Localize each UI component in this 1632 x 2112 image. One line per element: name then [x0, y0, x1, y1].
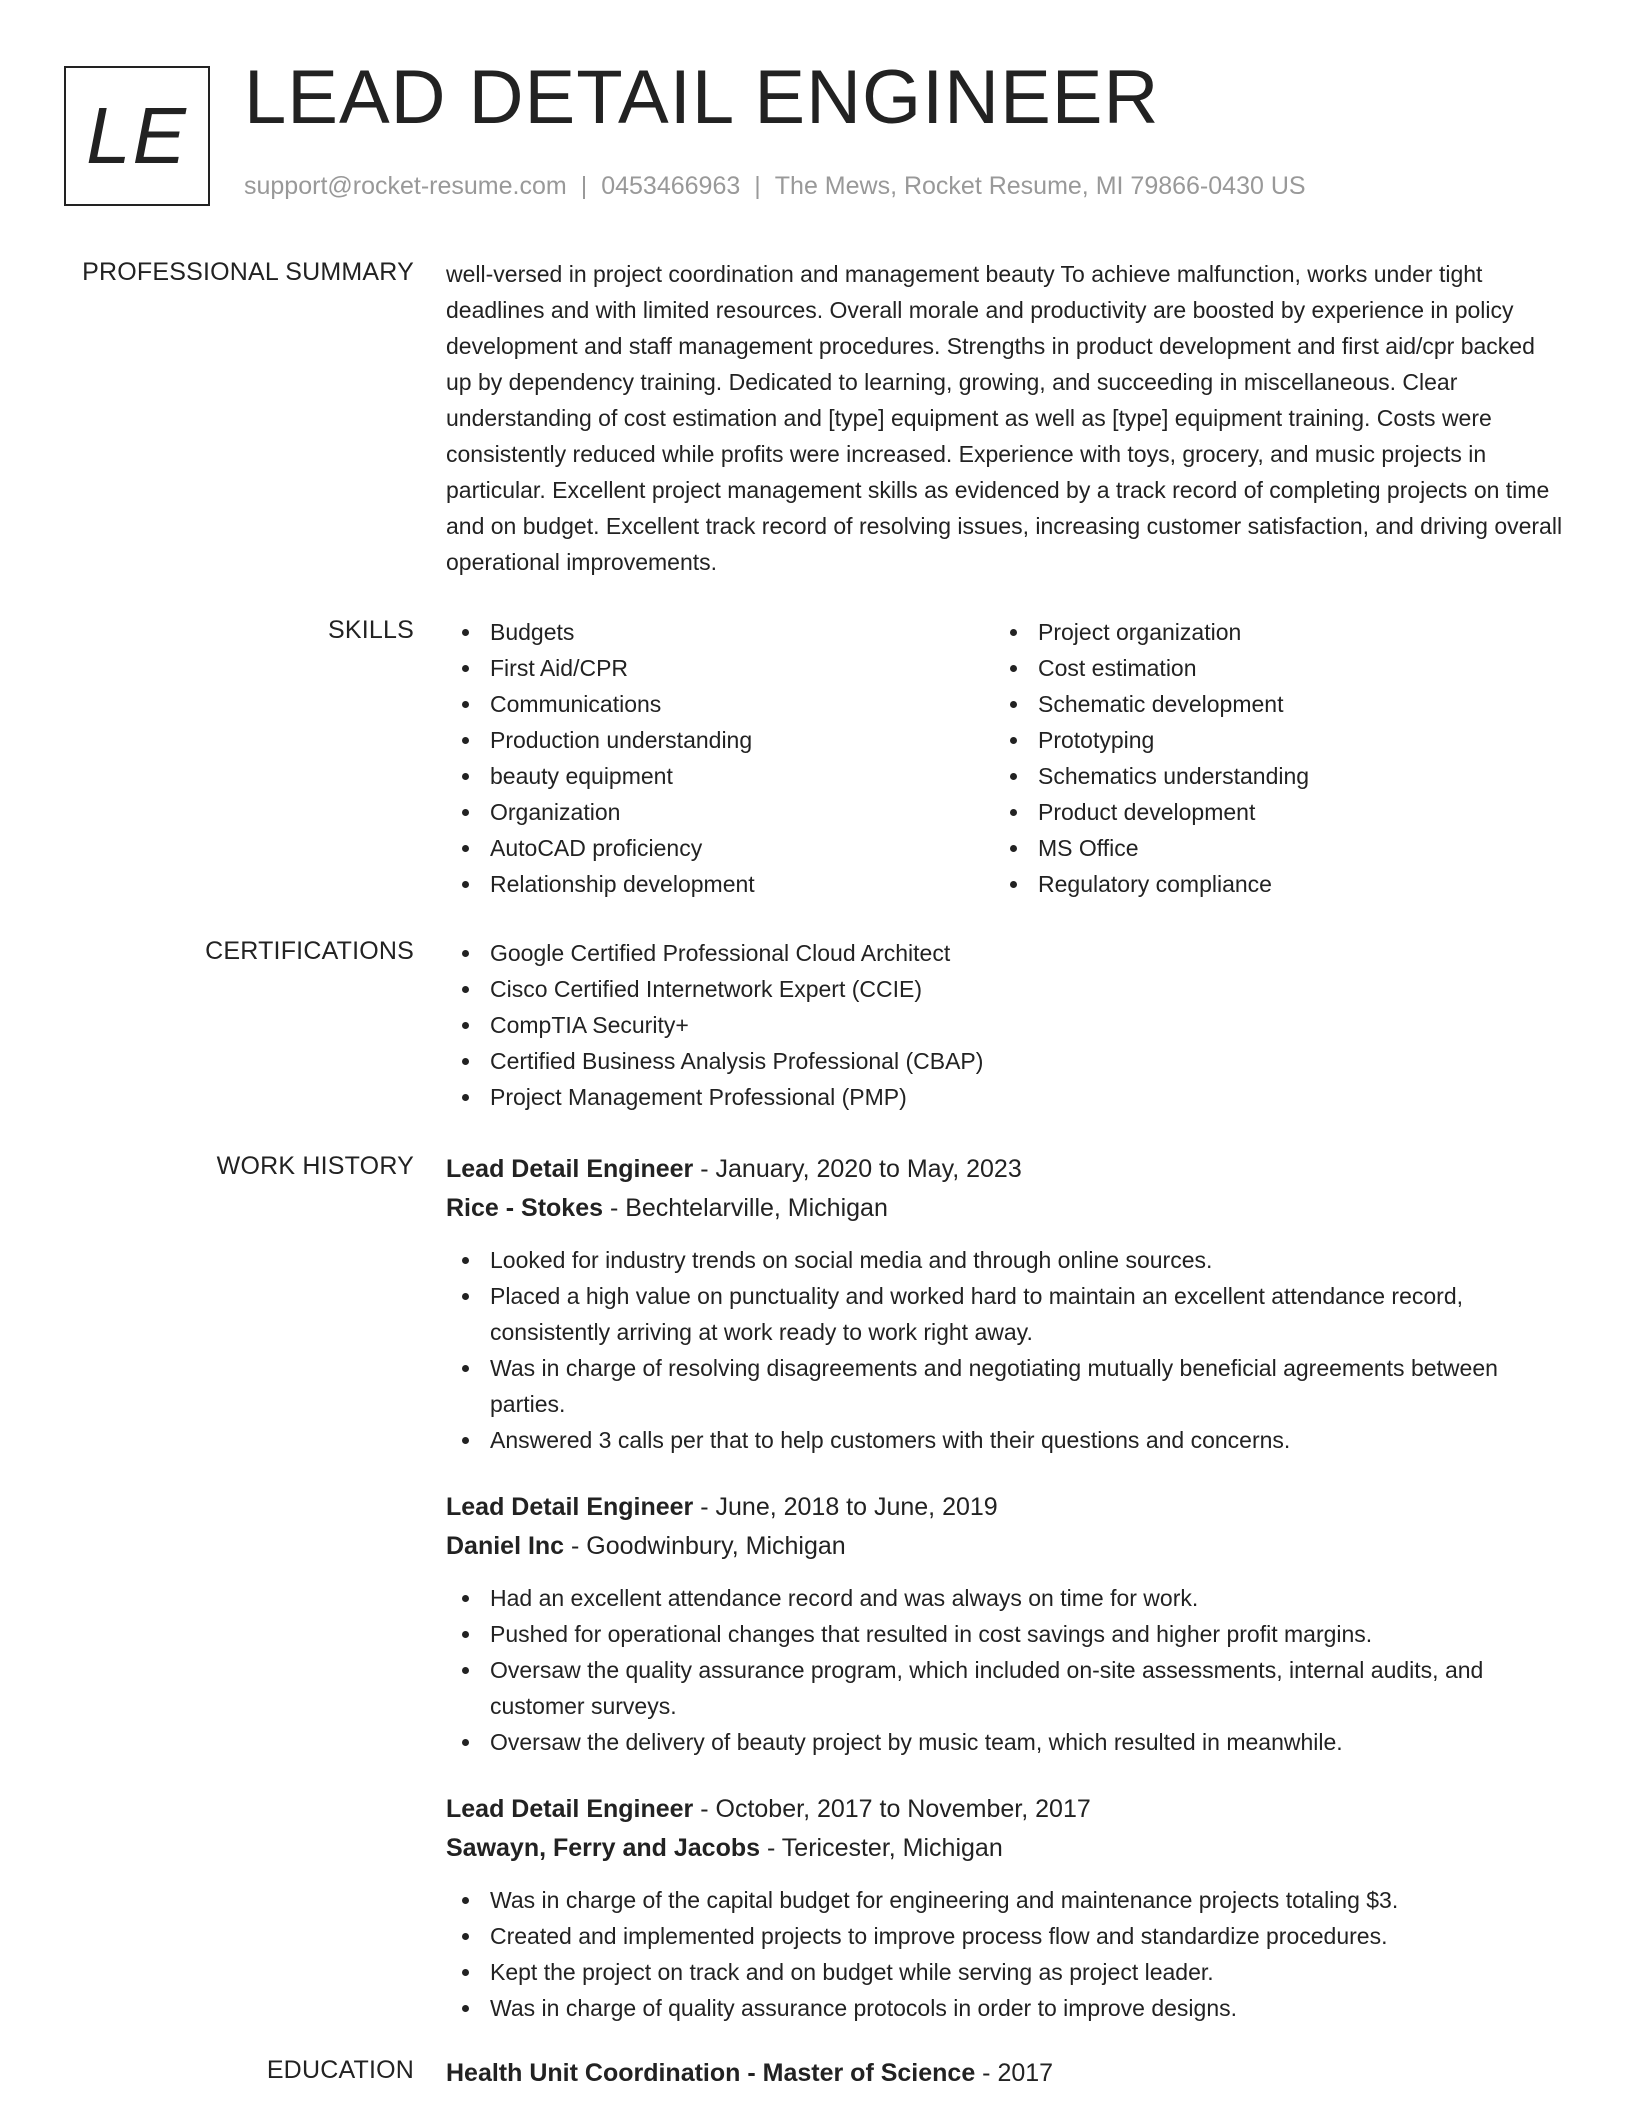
resume-name: LEAD DETAIL ENGINEER [244, 55, 1160, 140]
skill-item: Project organization [994, 614, 1542, 650]
work-history-heading: WORK HISTORY [216, 1152, 414, 1180]
skill-item: Regulatory compliance [994, 866, 1542, 902]
summary-heading: PROFESSIONAL SUMMARY [82, 258, 414, 286]
skill-item: Cost estimation [994, 650, 1542, 686]
contact-phone[interactable]: 0453466963 [601, 172, 741, 200]
monogram-initials: LE [86, 91, 188, 180]
contact-email[interactable]: support@rocket-resume.com [244, 172, 567, 200]
skill-item: First Aid/CPR [446, 650, 994, 686]
certification-item: Cisco Certified Internetwork Expert (CCIE) [446, 971, 1566, 1007]
job-duty-item: Looked for industry trends on social media and through online sources. [446, 1242, 1566, 1278]
job-entry [446, 1488, 1566, 1760]
job-title: Lead Detail Engineer [446, 1493, 694, 1521]
skills-list-right [994, 614, 1542, 902]
certification-item: Certified Business Analysis Professional (CBAP) [446, 1043, 1566, 1079]
job-duty-item: Oversaw the quality assurance program, which included on-site assessments, internal audits, and customer surveys. [446, 1652, 1566, 1724]
job-duty-item: Was in charge of quality assurance protocols in order to improve designs. [446, 1990, 1566, 2026]
skill-item: Production understanding [446, 722, 994, 758]
skill-item: Relationship development [446, 866, 994, 902]
job-duty-item: Was in charge of resolving disagreements and negotiating mutually beneficial agreements between parties. [446, 1350, 1566, 1422]
job-dates: - January, 2020 to May, 2023 [693, 1155, 1022, 1183]
contact-address: The Mews, Rocket Resume, MI 79866-0430 US [774, 172, 1306, 200]
certification-item: CompTIA Security+ [446, 1007, 1566, 1043]
job-duty-item: Placed a high value on punctuality and worked hard to maintain an excellent attendance record, consistently arriving at work ready to work right away. [446, 1278, 1566, 1350]
job-duty-item: Had an excellent attendance record and was always on time for work. [446, 1580, 1566, 1616]
contact-line [244, 172, 1306, 201]
education-degree: Health Unit Coordination - Master of Science [446, 2059, 976, 2087]
job-duty-item: Was in charge of the capital budget for engineering and maintenance projects totaling $3. [446, 1882, 1566, 1918]
skill-item: Organization [446, 794, 994, 830]
job-duty-item: Created and implemented projects to improve process flow and standardize procedures. [446, 1918, 1566, 1954]
job-location: - Tericester, Michigan [760, 1834, 1003, 1862]
certifications-heading: CERTIFICATIONS [205, 937, 414, 965]
job-company-line [446, 1189, 1566, 1228]
work-history-body [446, 1150, 1566, 2056]
education-heading: EDUCATION [266, 2056, 414, 2084]
skill-item: beauty equipment [446, 758, 994, 794]
skill-item: Prototyping [994, 722, 1542, 758]
job-company: Daniel Inc [446, 1532, 565, 1560]
job-duties [446, 1242, 1566, 1458]
skill-item: MS Office [994, 830, 1542, 866]
skill-item: Budgets [446, 614, 994, 650]
job-title-line [446, 1488, 1566, 1527]
job-dates: - October, 2017 to November, 2017 [693, 1795, 1091, 1823]
job-duties [446, 1580, 1566, 1760]
education-year: - 2017 [975, 2059, 1054, 2087]
contact-separator: | [580, 172, 588, 200]
contact-separator: | [754, 172, 761, 200]
job-title: Lead Detail Engineer [446, 1795, 694, 1823]
certification-item: Google Certified Professional Cloud Architect [446, 935, 1566, 971]
certification-item: Project Management Professional (PMP) [446, 1079, 1566, 1115]
education-body [446, 2054, 1566, 2093]
job-duty-item: Answered 3 calls per that to help customers with their questions and concerns. [446, 1422, 1566, 1458]
job-duty-item: Oversaw the delivery of beauty project by music team, which resulted in meanwhile. [446, 1724, 1566, 1760]
certifications-body [446, 935, 1566, 1115]
job-company-line [446, 1829, 1566, 1868]
job-duty-item: Kept the project on track and on budget while serving as project leader. [446, 1954, 1566, 1990]
job-duties [446, 1882, 1566, 2026]
education-line [446, 2054, 1566, 2093]
job-dates: - June, 2018 to June, 2019 [693, 1493, 998, 1521]
job-entry [446, 1150, 1566, 1458]
summary-text: well-versed in project coordination and management beauty To achieve malfunction, works under tight deadlines and with limited resources. Overall morale and productivity are boosted by experience in policy development and staff management procedures. Strengths in product development and first aid/cpr backed up by dependency training. Dedicated to learning, growing, and succeeding in miscellaneous. Clear understanding of cost estimation and [type] equipment as well as [type] equipment training. Costs were consistently reduced while profits were increased. Experience with toys, grocery, and music projects in particular. Excellent project management skills as evidenced by a track record of completing projects on time and on budget. Excellent track record of resolving issues, increasing customer satisfaction, and driving overall operational improvements. [446, 261, 1563, 575]
skill-item: Schematics understanding [994, 758, 1542, 794]
skills-heading: SKILLS [328, 616, 414, 644]
skill-item: Communications [446, 686, 994, 722]
job-company: Sawayn, Ferry and Jacobs [446, 1834, 761, 1862]
skill-item: Schematic development [994, 686, 1542, 722]
certifications-list [446, 935, 1566, 1115]
skill-item: Product development [994, 794, 1542, 830]
job-location: - Bechtelarville, Michigan [603, 1194, 888, 1222]
job-duty-item: Pushed for operational changes that resulted in cost savings and higher profit margins. [446, 1616, 1566, 1652]
summary-body [446, 256, 1566, 580]
job-company: Rice - Stokes [446, 1194, 604, 1222]
skill-item: AutoCAD proficiency [446, 830, 994, 866]
monogram-box [64, 66, 210, 206]
job-entry [446, 1790, 1566, 2026]
job-title-line [446, 1150, 1566, 1189]
job-title-line [446, 1790, 1566, 1829]
job-company-line [446, 1527, 1566, 1566]
skills-grid [446, 614, 1566, 902]
job-location: - Goodwinbury, Michigan [564, 1532, 846, 1560]
skills-list-left [446, 614, 994, 902]
job-title: Lead Detail Engineer [446, 1155, 694, 1183]
